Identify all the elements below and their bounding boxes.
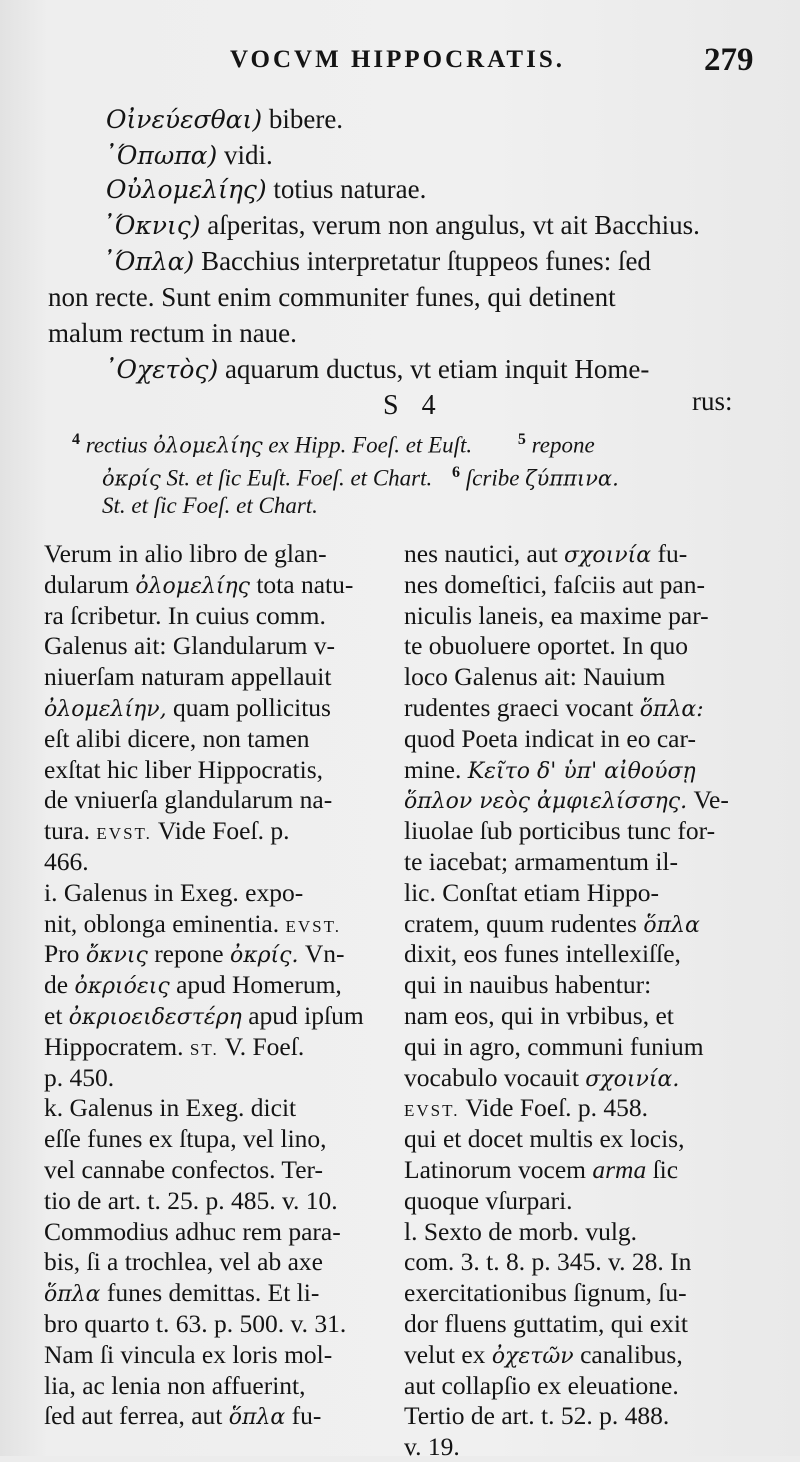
footnote-text: ſcribe (465, 465, 526, 491)
commentary-line: quod Poeta indicat in eo car- (404, 723, 696, 753)
greek-word: ὀλομελίης (153, 433, 263, 458)
commentary-line: te iacebat; armamentum il- (404, 847, 679, 876)
glossary-entry (106, 102, 343, 137)
commentary-line: ra ſcribetur. In cuius comm. (44, 600, 326, 630)
glossary-entry (106, 172, 426, 207)
line-text: velut ex (404, 1339, 492, 1369)
greek-word: ὀκριοειδεστέρη (68, 1005, 242, 1030)
commentary-line (404, 908, 700, 941)
line-text: Latinorum vocem (404, 1155, 593, 1184)
commentary-line: Galenus ait: Glandularum v- (44, 631, 336, 661)
greek-word: ζύππινα. (525, 466, 619, 491)
commentary-line: Nam ſi vincula ex loris mol- (44, 1339, 333, 1369)
definition: bibere. (262, 104, 344, 134)
greek-term: ᾿Όπωπα) (104, 141, 218, 170)
greek-term: ᾿Οχετὸς) (104, 355, 219, 384)
definition: aquarum ductus, vt etiam inquit Home- (218, 354, 650, 384)
greek-term: Οὐλομελίης) (106, 175, 267, 204)
commentary-line (44, 815, 289, 849)
greek-word: Κεῖτο δ' ὑπ' αἰθούσῃ (467, 758, 696, 784)
definition: vidi. (217, 140, 273, 170)
line-text: ſed aut ferrea, aut (44, 1401, 229, 1431)
commentary-line: dixit, eos funes intellexiſſe, (404, 939, 681, 969)
commentary-line: niuerſam naturam appellauit (44, 662, 332, 692)
commentary-line (404, 784, 729, 817)
line-text: de (44, 970, 75, 1000)
line-text: apud ipſum (241, 1001, 364, 1030)
footnote-text: St. et ſic Foeſ. et Chart. (102, 493, 318, 518)
line-text: apud Homerum, (169, 970, 342, 1000)
commentary-line (404, 1154, 678, 1185)
greek-word: ὀκρίς. (229, 943, 299, 969)
line-text: cratem, quum rudentes (404, 908, 644, 938)
footnote-line (102, 492, 318, 520)
line-text: vocabulo vocauit (404, 1062, 586, 1092)
footnote-text: ex Hipp. Foeſ. et Euſt. (262, 432, 473, 458)
commentary-line (404, 1092, 648, 1126)
greek-word: ὀλομελίης (135, 573, 250, 599)
line-text: fu- (285, 1401, 322, 1431)
line-text: tura. (44, 816, 97, 846)
greek-term: ᾿Όπλα) (102, 247, 195, 276)
commentary-line (404, 538, 687, 571)
line-text: repone (147, 939, 230, 969)
footnote-number: 6 (452, 464, 461, 481)
greek-word: ὅπλα (643, 912, 700, 938)
source-abbrev: ST. (189, 1039, 219, 1059)
line-text: funes demittas. Et li- (100, 1278, 320, 1308)
commentary-line (404, 692, 704, 725)
glossary-entry (102, 244, 651, 279)
commentary-line (404, 754, 696, 787)
commentary-line: niculis laneis, ea maxime par- (404, 600, 709, 630)
commentary-line (44, 908, 341, 942)
greek-word: ὀκρίς (102, 466, 161, 491)
definition: aſperitas, verum non angulus, vt ait Bacchius. (200, 210, 700, 240)
line-text: Vide Foeſ. p. (151, 816, 290, 846)
footnote-line (72, 426, 595, 460)
line-text: ſic (646, 1155, 679, 1184)
commentary-line: qui in nauibus habentur: (404, 970, 652, 1000)
footnote-number: 5 (517, 431, 526, 448)
commentary-line (44, 1400, 321, 1433)
entry-continuation: non recte. Sunt enim communiter funes, qui detinent (48, 282, 616, 312)
line-text: quam pollicitus (166, 693, 331, 722)
footnote-number: 4 (72, 431, 80, 448)
line-text: rudentes graeci vocant (404, 693, 640, 722)
greek-word: ὅπλα (228, 1405, 286, 1431)
line-text: Vn- (298, 939, 345, 969)
commentary-line (44, 1000, 364, 1033)
emphasis: arma (592, 1155, 647, 1184)
commentary-line: i. Galenus in Exeg. expo- (44, 877, 304, 907)
commentary-line (44, 1031, 304, 1065)
line-text: et (44, 1001, 69, 1030)
greek-term: ᾿Όκνις) (102, 211, 201, 240)
greek-word: ὀχετῶν (491, 1343, 574, 1369)
commentary-line: p. 450. (44, 1062, 115, 1092)
line-text: Pro (44, 939, 86, 969)
commentary-line: exſtat hic liber Hippocratis, (44, 754, 323, 784)
greek-word: ὀλομελίην, (44, 697, 167, 722)
page-number: 279 (704, 42, 754, 78)
commentary-line: 466. (44, 847, 89, 876)
greek-term: Οἰνεύεσθαι) (106, 105, 263, 134)
commentary-line: aut collapſio ex eleuatione. (404, 1370, 679, 1400)
commentary-line (404, 1339, 683, 1372)
commentary-line: Tertio de art. t. 52. p. 488. (404, 1401, 670, 1431)
commentary-line: lia, ac lenia non affuerint, (44, 1370, 306, 1400)
commentary-line: Verum in alio libro de glan- (44, 539, 327, 568)
page-header (0, 44, 800, 84)
source-abbrev: EVST. (285, 916, 341, 936)
catchword: rus: (692, 386, 733, 416)
commentary-line: tio de art. t. 25. p. 485. v. 10. (44, 1185, 338, 1215)
glossary-entry (102, 208, 700, 243)
commentary-line: qui in agro, communi funium (404, 1031, 704, 1061)
commentary-line: bro quarto t. 63. p. 500. v. 31. (44, 1309, 347, 1338)
commentary-line: bis, ſi a trochlea, vel ab axe (44, 1247, 323, 1277)
signature-mark: S 4 (383, 390, 444, 421)
commentary-line: qui et docet multis ex locis, (404, 1124, 685, 1154)
commentary-line: dor fluens guttatim, qui exit (404, 1309, 688, 1338)
glossary-entry (104, 138, 273, 173)
commentary-line: Commodius adhuc rem para- (44, 1216, 341, 1246)
greek-word: ὀκριόεις (74, 974, 170, 1000)
footnote-line (102, 459, 619, 493)
commentary-line: eſſe funes ex ſtupa, vel lino, (44, 1124, 327, 1154)
source-abbrev: EVST. (404, 1101, 460, 1121)
line-text: dularum (44, 569, 136, 599)
line-text: tota natu- (249, 569, 354, 599)
commentary-line: de vniuerſa glandularum na- (44, 785, 333, 815)
line-text: mine. (404, 754, 468, 784)
greek-word: ὅπλον νεὸς ἀμφιελίσσης. (404, 789, 688, 815)
footnote-text: repone (531, 432, 595, 458)
commentary-line (44, 692, 331, 725)
commentary-line: liuolae ſub porticibus tunc for- (404, 816, 716, 846)
greek-word: ὄκνις (85, 943, 148, 969)
commentary-line (44, 1277, 319, 1310)
commentary-line: nam eos, qui in vrbibus, et (404, 1001, 674, 1030)
running-title: VOCVM HIPPOCRATIS. (230, 46, 565, 73)
greek-word: σχοινία (564, 543, 652, 568)
line-text: canalibus, (573, 1339, 683, 1369)
commentary-line: l. Sexto de morb. vulg. (404, 1216, 638, 1246)
commentary-line: loco Galenus ait: Nauium (404, 662, 666, 692)
commentary-line: nes domeſtici, faſciis aut pan- (404, 569, 705, 599)
greek-word: ὅπλα: (639, 697, 704, 722)
commentary-line: quoque vſurpari. (404, 1185, 573, 1215)
glossary-entry (104, 352, 649, 387)
definition: Bacchius interpretatur ſtuppeos funes: ſed (194, 246, 651, 276)
line-text: nes nautici, aut (404, 539, 565, 568)
footnote-text: rectius (85, 432, 154, 458)
commentary-line: te obuoluere oportet. In quo (404, 631, 688, 661)
commentary-line (44, 938, 345, 971)
line-text: Hippocratem. (44, 1031, 190, 1061)
commentary-line: v. 19. (404, 1432, 460, 1462)
entry-continuation: malum rectum in naue. (48, 318, 297, 348)
commentary-line (44, 969, 342, 1002)
source-abbrev: EVST. (96, 824, 152, 844)
line-text: Vide Foeſ. p. 458. (459, 1093, 649, 1123)
line-text: V. Foeſ. (218, 1031, 305, 1061)
greek-word: ὅπλα (44, 1282, 101, 1308)
commentary-line: lic. Conſtat etiam Hippo- (404, 877, 659, 907)
line-text: nit, oblonga eminentia. (44, 908, 286, 938)
commentary-line (404, 1062, 679, 1095)
line-text: Ve- (687, 785, 729, 815)
commentary-line (44, 569, 353, 602)
commentary-line: eſt alibi dicere, non tamen (44, 723, 310, 753)
commentary-line: vel cannabe confectos. Ter- (44, 1155, 324, 1184)
commentary-line: k. Galenus in Exeg. dicit (44, 1093, 297, 1123)
commentary-line: exercitationibus ſignum, ſu- (404, 1278, 687, 1308)
commentary-line: com. 3. t. 8. p. 345. v. 28. In (404, 1247, 692, 1277)
footnote-text: St. et ſic Euſt. Foeſ. et Chart. (160, 465, 433, 491)
definition: totius naturae. (266, 174, 427, 204)
line-text: fu- (651, 539, 688, 568)
greek-word: σχοινία. (585, 1066, 680, 1092)
